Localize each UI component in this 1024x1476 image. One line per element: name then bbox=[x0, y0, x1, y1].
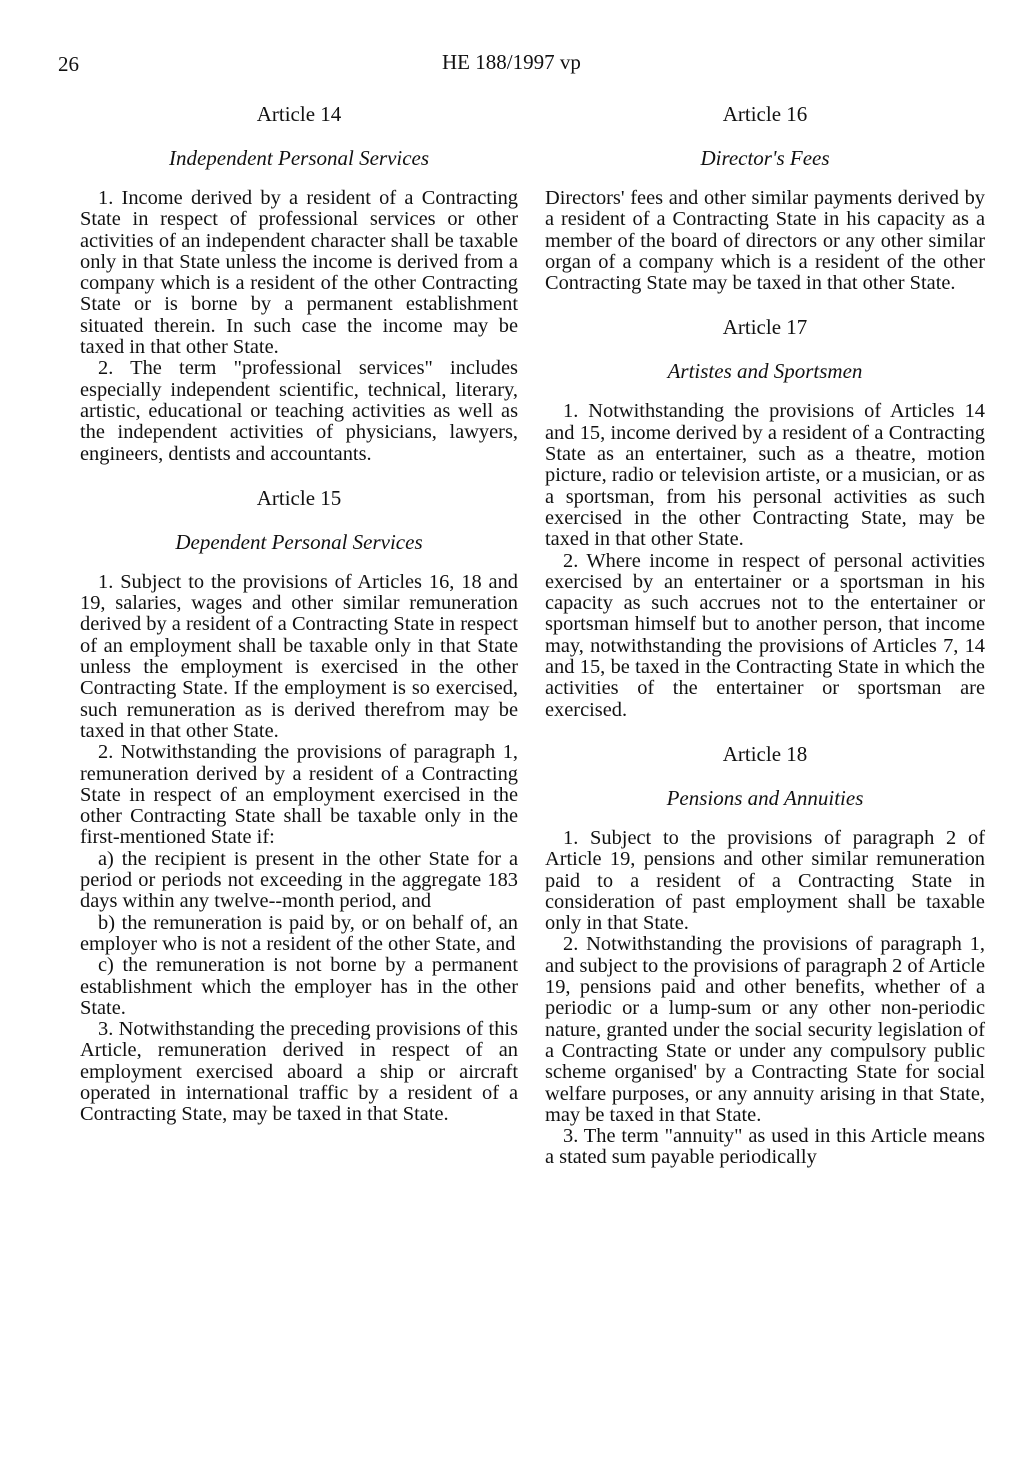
article-title: Dependent Personal Services bbox=[175, 529, 423, 554]
paragraph: 2. Where income in respect of personal activities exercised by an entertainer or a sportsman in his capacity as such accrues not to the entertainer or sportsman himself but to another person, that income may, notwithstanding the provisions of Articles 7, 14 and 15, be taxed in the Contracting State in which the activities of the entertainer or sportsman are exercised. bbox=[545, 549, 985, 721]
paragraph: 1. Subject to the provisions of paragraph 2 of Article 19, pensions and other similar remuneration paid to a resident of a Contracting State in consideration of past employment shall be taxable only in that State. bbox=[545, 826, 985, 935]
running-head: HE 188/1997 vp bbox=[442, 50, 581, 74]
paragraph: 1. Subject to the provisions of Articles 16, 18 and 19, salaries, wages and other similar remuneration derived by a resident of a Contracting State in respect of an employment shall be taxable only in that State unless the employment is exercised in the other Contracting State. If the employment is so exercised, such remuneration as is derived therefrom may be taxed in that other State. bbox=[80, 570, 518, 742]
left-column bbox=[80, 103, 518, 1126]
article-title: Independent Personal Services bbox=[168, 146, 430, 170]
paragraph: 3. The term "annuity" as used in this Article means a stated sum payable periodically bbox=[545, 1125, 985, 1169]
right-column bbox=[545, 103, 985, 1169]
paragraph: b) the remuneration is paid by, or on behalf of, an employer who is not a resident of the other State, and bbox=[80, 911, 518, 955]
paragraph: c) the remuneration is not borne by a permanent establishment which the employer has in the other State. bbox=[80, 954, 518, 1019]
article-heading: Article 14 bbox=[256, 102, 342, 126]
paragraph: 1. Notwithstanding the provisions of Articles 14 and 15, income derived by a resident of a Contracting State as an entertainer, such as a theatre, motion picture, radio or television artiste, or a musician, or as a sportsman, from his personal activities as such exercised in the other Contracting State, may be taxed in that other State. bbox=[545, 400, 985, 551]
paragraph: Directors' fees and other similar payments derived by a resident of a Contracting State in his capacity as a member of the board of directors or any other similar organ of a company which is a resident of the other Contracting State may be taxed in that other State. bbox=[545, 187, 985, 295]
article-heading: Article 18 bbox=[722, 741, 808, 766]
paragraph: 2. Notwithstanding the provisions of paragraph 1, and subject to the provisions of paragraph 2 of Article 19, pensions paid and other benefits, whether of a periodic or a lump-sum or any other non-periodic nature, granted under the social security legislation of a Contracting State or under any compulsory public scheme organised' by a Contracting State for social welfare purposes, or any annuity arising in that State, may be taxed in that State. bbox=[545, 933, 985, 1126]
article-heading: Article 15 bbox=[256, 485, 342, 510]
paragraph: 1. Income derived by a resident of a Contracting State in respect of professional services or other activities of an independent character shall be taxable only in that State unless the income is derived from a company which is a resident of the other Contracting State or is borne by a permanent establishment situated therein. In such case the income may be taxed in that other State. bbox=[80, 187, 518, 359]
article-title: Artistes and Sportsmen bbox=[667, 359, 863, 384]
paragraph: 2. Notwithstanding the provisions of paragraph 1, remuneration derived by a resident of a Contracting State in respect of an employment exercised in the other Contracting State shall be taxable only in the first-mentioned State if: bbox=[80, 741, 518, 849]
article-heading: Article 17 bbox=[722, 315, 808, 340]
article-heading: Article 16 bbox=[722, 102, 808, 126]
paragraph: a) the recipient is present in the other State for a period or periods not exceeding in the aggregate 183 days within any twelve--month period, and bbox=[80, 847, 518, 913]
article-14 bbox=[80, 103, 518, 465]
page-number: 26 bbox=[58, 52, 79, 76]
article-18 bbox=[545, 743, 985, 1169]
paragraph: 2. The term "professional services" includes especially independent scientific, technical, literary, artistic, educational or teaching activities as well as the independent activities of physicians, lawyers, engineers, dentists and accountants. bbox=[80, 357, 518, 465]
article-16 bbox=[545, 103, 985, 294]
article-17 bbox=[545, 316, 985, 720]
article-15 bbox=[80, 487, 518, 1126]
article-title: Director's Fees bbox=[700, 146, 830, 170]
paragraph: 3. Notwithstanding the preceding provisions of this Article, remuneration derived in respect of an employment exercised aboard a ship or aircraft operated in international traffic by a resident of a Contracting State, may be taxed in that State. bbox=[80, 1018, 518, 1126]
article-title: Pensions and Annuities bbox=[666, 785, 864, 810]
